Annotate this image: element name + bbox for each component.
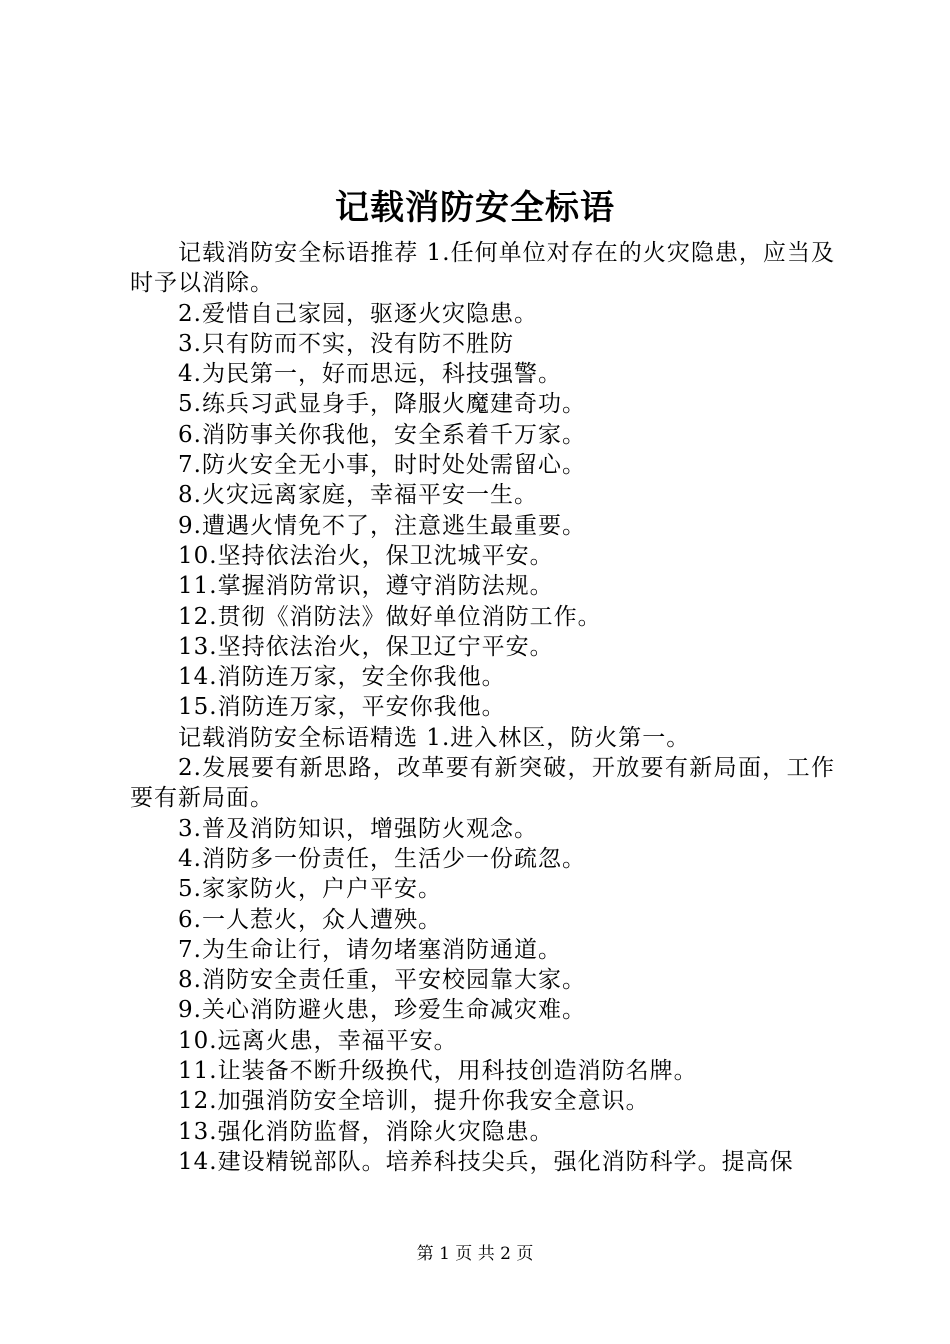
paragraph: 8.火灾远离家庭，幸福平安一生。 — [178, 482, 538, 509]
paragraph: 3.只有防而不实，没有防不胜防 — [178, 330, 514, 357]
paragraph: 13.强化消防监督，消除火灾隐患。 — [178, 1118, 554, 1145]
paragraph: 12.加强消防安全培训，提升你我安全意识。 — [178, 1088, 650, 1115]
paragraph: 6.一人惹火，众人遭殃。 — [178, 906, 442, 933]
paragraph: 14.消防连万家，安全你我他。 — [178, 664, 506, 691]
paragraph: 13.坚持依法治火，保卫辽宁平安。 — [178, 633, 554, 660]
paragraph: 8.消防安全责任重，平安校园靠大家。 — [178, 967, 586, 994]
paragraph: 5.练兵习武显身手，降服火魔建奇功。 — [178, 391, 586, 418]
paragraph: 7.防火安全无小事，时时处处需留心。 — [178, 452, 586, 479]
paragraph: 6.消防事关你我他，安全系着千万家。 — [178, 421, 586, 448]
paragraph: 3.普及消防知识，增强防火观念。 — [178, 815, 538, 842]
paragraph: 10.坚持依法治火，保卫沈城平安。 — [178, 542, 554, 569]
paragraph: 15.消防连万家，平安你我他。 — [178, 694, 506, 721]
paragraph: 9.关心消防避火患，珍爱生命减灾难。 — [178, 997, 586, 1024]
paragraph: 2.爱惜自己家园，驱逐火灾隐患。 — [178, 300, 538, 327]
paragraph: 12.贯彻《消防法》做好单位消防工作。 — [178, 603, 602, 630]
paragraph: 记载消防安全标语精选 1.进入林区，防火第一。 — [178, 724, 691, 751]
paragraph: 4.消防多一份责任，生活少一份疏忽。 — [178, 845, 586, 872]
page-title: 记载消防安全标语 — [335, 188, 615, 228]
page-number-footer: 第 1 页 共 2 页 — [416, 1244, 534, 1264]
paragraph: 11.掌握消防常识，遵守消防法规。 — [178, 573, 554, 600]
paragraph: 5.家家防火，户户平安。 — [178, 876, 442, 903]
paragraph: 9.遭遇火情免不了，注意逃生最重要。 — [178, 512, 586, 539]
paragraph: 11.让装备不断升级换代，用科技创造消防名牌。 — [178, 1058, 698, 1085]
paragraph: 记载消防安全标语推荐 1.任何单位对存在的火灾隐患，应当及时予以消除。 — [130, 240, 835, 297]
paragraph: 4.为民第一，好而思远，科技强警。 — [178, 361, 562, 388]
paragraph: 10.远离火患，幸福平安。 — [178, 1027, 458, 1054]
paragraph: 7.为生命让行，请勿堵塞消防通道。 — [178, 936, 562, 963]
paragraph: 14.建设精锐部队。培养科技尖兵，强化消防科学。提高保 — [178, 1148, 794, 1175]
document-body — [130, 238, 835, 1177]
paragraph: 2.发展要有新思路，改革要有新突破，开放要有新局面，工作要有新局面。 — [130, 755, 835, 812]
